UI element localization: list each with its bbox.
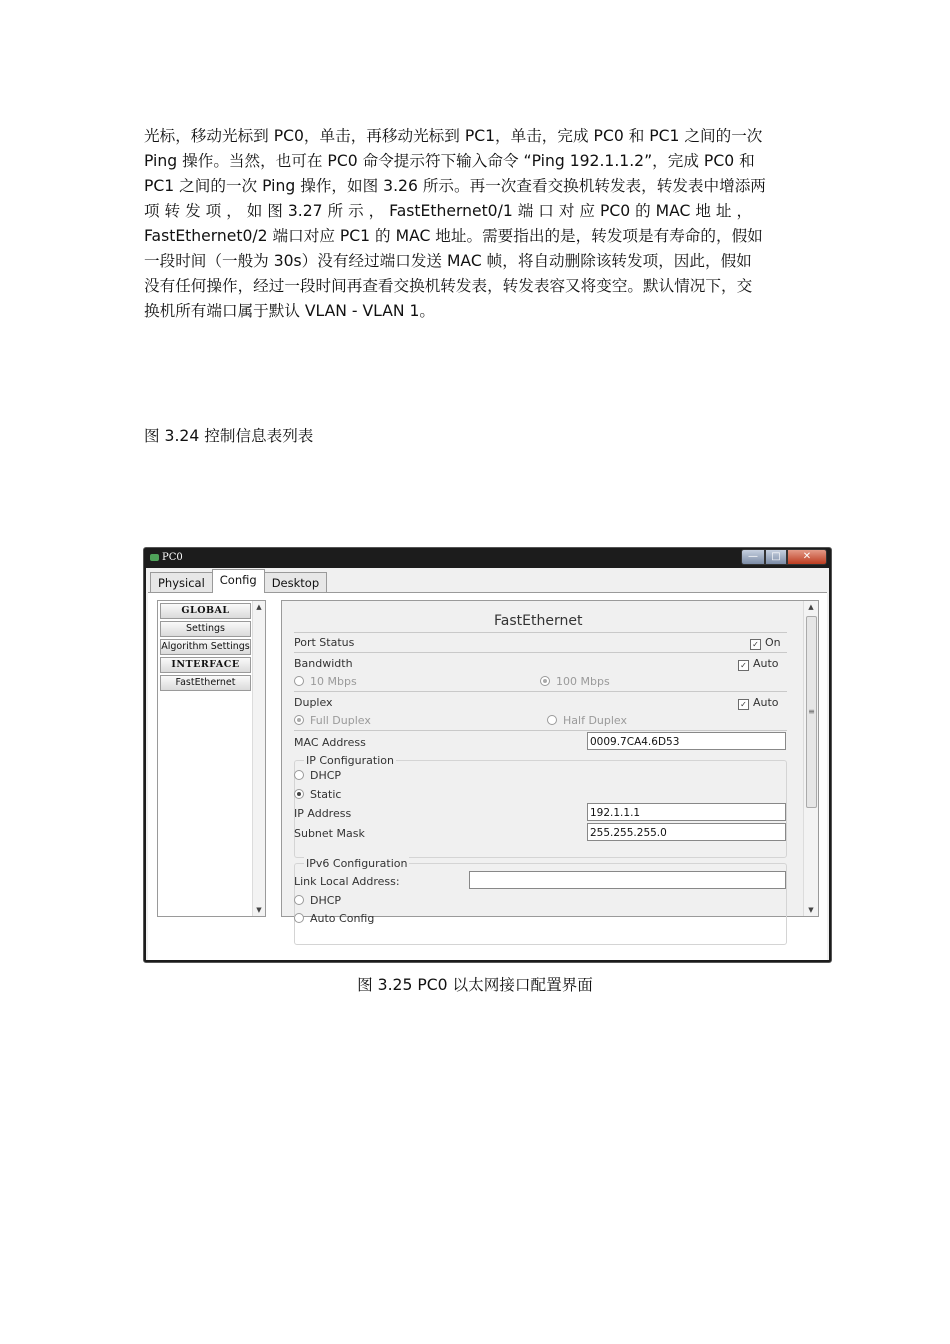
scroll-up-icon[interactable]: ▲ bbox=[256, 603, 262, 611]
scroll-up-icon[interactable]: ▲ bbox=[808, 603, 814, 611]
tab-physical[interactable]: Physical bbox=[150, 572, 213, 593]
paragraph-line: 光标，移动光标到 PC0，单击，再移动光标到 PC1，单击，完成 PC0 和 PC1 之间的一次 bbox=[144, 127, 763, 145]
radio-icon bbox=[294, 913, 304, 923]
mac-address-field[interactable]: 0009.7CA4.6D53 bbox=[587, 732, 786, 750]
radio-selected-icon bbox=[540, 676, 550, 686]
checkmark-icon: ✓ bbox=[738, 660, 749, 671]
dhcp-radio[interactable] bbox=[294, 769, 341, 782]
ip-address-field[interactable]: 192.1.1.1 bbox=[587, 803, 786, 821]
checkmark-icon: ✓ bbox=[738, 699, 749, 710]
paragraph-line: 项 转 发 项 ， 如 图 3.27 所 示 ， FastEthernet0/1 端 口 对 应 PC0 的 MAC 地 址 ， bbox=[144, 202, 753, 220]
scroll-down-icon[interactable]: ▼ bbox=[256, 906, 262, 914]
sidebar-item-settings[interactable]: Settings bbox=[160, 621, 251, 637]
body-paragraph bbox=[144, 124, 808, 324]
paragraph-line: 一段时间（一般为 30s）没有经过端口发送 MAC 帧，将自动删除该转发项，因此，假如 bbox=[144, 252, 752, 270]
ip-configuration-title: IP Configuration bbox=[306, 754, 394, 767]
figure-caption-3-24: 图 3.24 控制信息表列表 bbox=[144, 427, 314, 445]
maximize-button[interactable]: □ bbox=[765, 549, 787, 565]
paragraph-line: 没有任何操作，经过一段时间再查看交换机转发表，转发表容又将变空。默认情况下，交 bbox=[144, 277, 753, 295]
bandwidth-100-label: 100 Mbps bbox=[556, 675, 610, 688]
window-title bbox=[150, 552, 183, 563]
scroll-down-icon[interactable]: ▼ bbox=[808, 906, 814, 914]
link-local-address-label: Link Local Address: bbox=[294, 875, 400, 888]
divider bbox=[294, 632, 787, 633]
full-duplex-label: Full Duplex bbox=[310, 714, 371, 727]
duplex-label: Duplex bbox=[294, 696, 333, 709]
dhcp-label: DHCP bbox=[310, 769, 342, 782]
fastethernet-panel bbox=[281, 600, 819, 925]
config-sidebar bbox=[157, 600, 266, 917]
tab-bar bbox=[150, 572, 326, 593]
duplex-auto-checkbox[interactable] bbox=[738, 696, 779, 710]
half-duplex-label: Half Duplex bbox=[563, 714, 628, 727]
divider bbox=[294, 730, 787, 731]
sidebar-item-algorithm-settings[interactable]: Algorithm Settings bbox=[160, 639, 251, 655]
sidebar-item-fastethernet[interactable]: FastEthernet bbox=[160, 675, 251, 691]
radio-selected-icon bbox=[294, 715, 304, 725]
pc-icon bbox=[150, 554, 159, 561]
ipv6-configuration-title: IPv6 Configuration bbox=[306, 857, 408, 870]
divider bbox=[294, 691, 787, 692]
sidebar-header-global: GLOBAL bbox=[160, 603, 251, 619]
ip-address-label: IP Address bbox=[294, 807, 352, 820]
mac-address-label: MAC Address bbox=[294, 736, 366, 749]
port-status-on-checkbox[interactable] bbox=[750, 636, 781, 650]
radio-icon bbox=[294, 676, 304, 686]
paragraph-line: Ping 操作。当然，也可在 PC0 命令提示符下输入命令 “Ping 192.1.1.2”，完成 PC0 和 bbox=[144, 152, 755, 170]
bandwidth-auto-checkbox[interactable] bbox=[738, 657, 779, 671]
sidebar-scrollbar[interactable] bbox=[252, 601, 265, 916]
ipv6-auto-config-radio[interactable] bbox=[294, 912, 374, 925]
radio-icon bbox=[294, 895, 304, 905]
tab-config[interactable]: Config bbox=[212, 569, 265, 593]
static-label: Static bbox=[310, 788, 342, 801]
ipv6-auto-config-label: Auto Config bbox=[310, 912, 375, 925]
bandwidth-label: Bandwidth bbox=[294, 657, 353, 670]
panel-scrollbar[interactable] bbox=[803, 601, 818, 916]
bandwidth-10-label: 10 Mbps bbox=[310, 675, 357, 688]
ipv6-dhcp-label: DHCP bbox=[310, 894, 342, 907]
full-duplex-radio[interactable] bbox=[294, 714, 371, 727]
link-local-address-field[interactable] bbox=[469, 871, 786, 889]
radio-selected-icon bbox=[294, 789, 304, 799]
close-button[interactable]: ✕ bbox=[787, 549, 827, 565]
scroll-thumb[interactable]: ≡ bbox=[806, 616, 817, 808]
window-client bbox=[146, 568, 829, 960]
radio-icon bbox=[294, 770, 304, 780]
checkmark-icon: ✓ bbox=[750, 639, 761, 650]
ipv6-dhcp-radio[interactable] bbox=[294, 894, 341, 907]
duplex-auto-label: Auto bbox=[753, 696, 779, 709]
divider bbox=[294, 652, 787, 653]
window-controls bbox=[741, 549, 827, 565]
figure-caption-3-25: 图 3.25 PC0 以太网接口配置界面 bbox=[357, 976, 593, 994]
port-status-on-label: On bbox=[765, 636, 781, 649]
pc0-window bbox=[143, 547, 832, 963]
sidebar-header-interface: INTERFACE bbox=[160, 657, 251, 673]
subnet-mask-field[interactable]: 255.255.255.0 bbox=[587, 823, 786, 841]
tab-desktop[interactable]: Desktop bbox=[264, 572, 327, 593]
radio-icon bbox=[547, 715, 557, 725]
panel-title: FastEthernet bbox=[494, 613, 583, 629]
bandwidth-100-radio[interactable] bbox=[540, 675, 610, 688]
paragraph-line: PC1 之间的一次 Ping 操作，如图 3.26 所示。再一次查看交换机转发表，转发表中增添两 bbox=[144, 177, 766, 195]
bandwidth-10-radio[interactable] bbox=[294, 675, 357, 688]
bandwidth-auto-label: Auto bbox=[753, 657, 779, 670]
paragraph-line: 换机所有端口属于默认 VLAN - VLAN 1。 bbox=[144, 302, 435, 320]
static-radio[interactable] bbox=[294, 788, 341, 801]
paragraph-line: FastEthernet0/2 端口对应 PC1 的 MAC 地址。需要指出的是，转发项是有寿命的，假如 bbox=[144, 227, 763, 245]
window-title-text: PC0 bbox=[162, 552, 183, 563]
port-status-label: Port Status bbox=[294, 636, 355, 649]
minimize-button[interactable]: — bbox=[741, 549, 765, 565]
half-duplex-radio[interactable] bbox=[547, 714, 627, 727]
subnet-mask-label: Subnet Mask bbox=[294, 827, 365, 840]
